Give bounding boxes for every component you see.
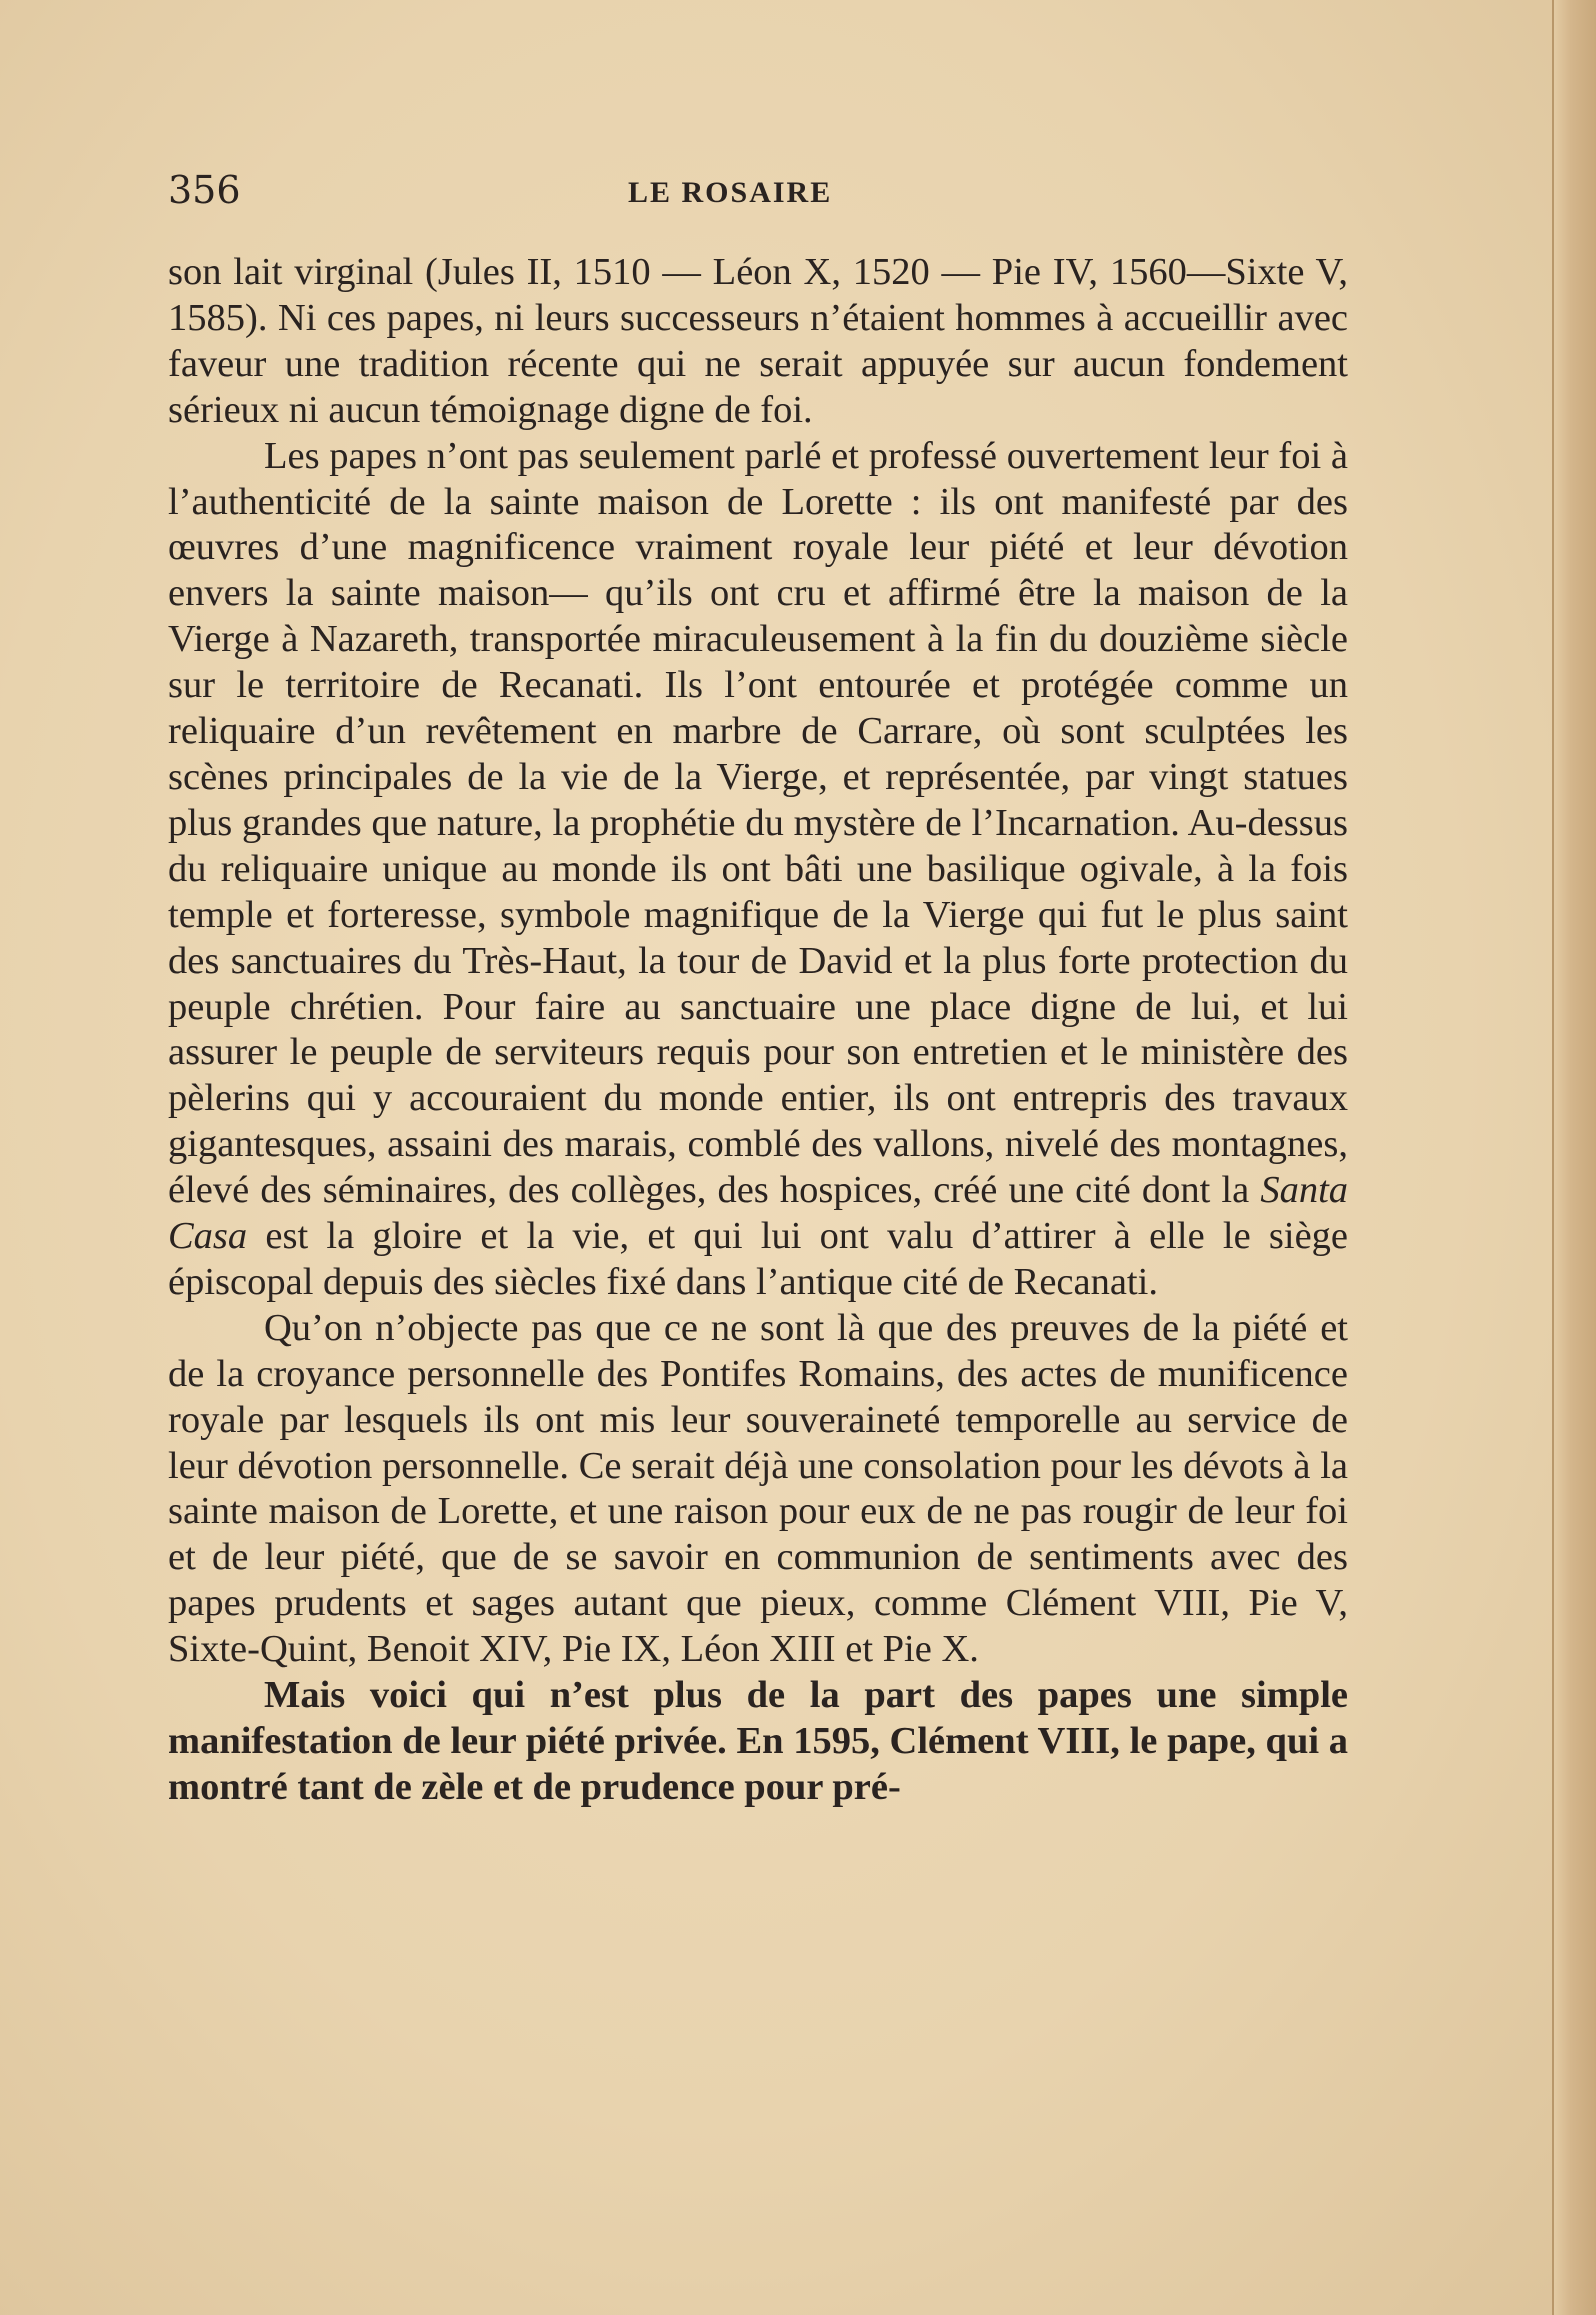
paragraph-4: Mais voici qui n’est plus de la part des papes une simple manifestation de leur piété privée. En 1595, Clément VIII, le pape, qui a montré tant de zèle et de prudence pour pré- <box>168 1674 1348 1808</box>
page-header <box>168 168 1348 228</box>
paragraph-3: Qu’on n’objecte pas que ce ne sont là que des preuves de la piété et de la croyance personnelle des Pontifes Romains, des actes de munificence royale par lesquels ils ont mis leur souveraineté temporelle au service de leur dévotion personnelle. Ce serait déjà une consolation pour les dévots à la sainte maison de Lorette, et une raison pour eux de ne pas rougir de leur foi et de leur piété, que de se savoir en communion de sentiments avec des papes prudents et sages autant que pieux, comme Clément VIII, Pie V, Sixte-Quint, Benoit XIV, Pie IX, Léon XIII et Pie X. <box>168 1306 1348 1671</box>
page-edge <box>1552 0 1596 2315</box>
body-text <box>168 250 1348 1811</box>
paragraph-2-text: Les papes n’ont pas seulement parlé et professé ouvertement leur foi à l’authenticité de la sainte maison de Lorette : ils ont manifesté par des œuvres d’une magnificence vraiment royale leur piété et leur dévotion envers la sainte maison— qu’ils ont cru et affirmé être la maison de la Vierge à Nazareth, transportée miraculeusement à la fin du douzième siècle sur le territoire de Recanati. Ils l’ont entourée et protégée comme un reliquaire d’un revêtement en marbre de Carrare, où sont sculptées les scènes principales de la vie de la Vierge, et représentée, par vingt statues plus grandes que nature, la prophétie du mystère de l’Incarnation. Au-dessus du reliquaire unique au monde ils ont bâti une basilique ogivale, à la fois temple et forteresse, symbole magnifique de la Vierge qui fut le plus saint des sanctuaires du Très-Haut, la tour de David et la plus forte protection du peuple chrétien. Pour faire au sanctuaire une place digne de lui, et lui assurer le peuple de serviteurs requis pour son entretien et le ministère des pèlerins qui y accouraient du monde entier, ils ont entrepris des travaux gigantesques, assaini des marais, comblé des vallons, nivelé des montagnes, élevé des séminaires, des collèges, des hospices, créé une cité dont la <box>168 434 1348 1212</box>
running-title: LE ROSAIRE <box>628 176 833 209</box>
italic-term: Santa Casa <box>168 1169 1349 1258</box>
paragraph-2 <box>168 434 1348 1306</box>
paragraph-1: son lait virginal (Jules II, 1510 — Léon X, 1520 — Pie IV, 1560—Sixte V, 1585). Ni ces papes, ni leurs successeurs n’étaient hommes à accueillir avec faveur une tradition récente qui ne serait appuyée sur aucun fondement sérieux ni aucun témoignage digne de foi. <box>168 251 1348 431</box>
paragraph-2-text-after: est la gloire et la vie, et qui lui ont valu d’attirer à elle le siège épiscopal depuis des siècles fixé dans l’antique cité de Recanati. <box>168 1215 1349 1303</box>
page-number: 356 <box>168 168 241 212</box>
